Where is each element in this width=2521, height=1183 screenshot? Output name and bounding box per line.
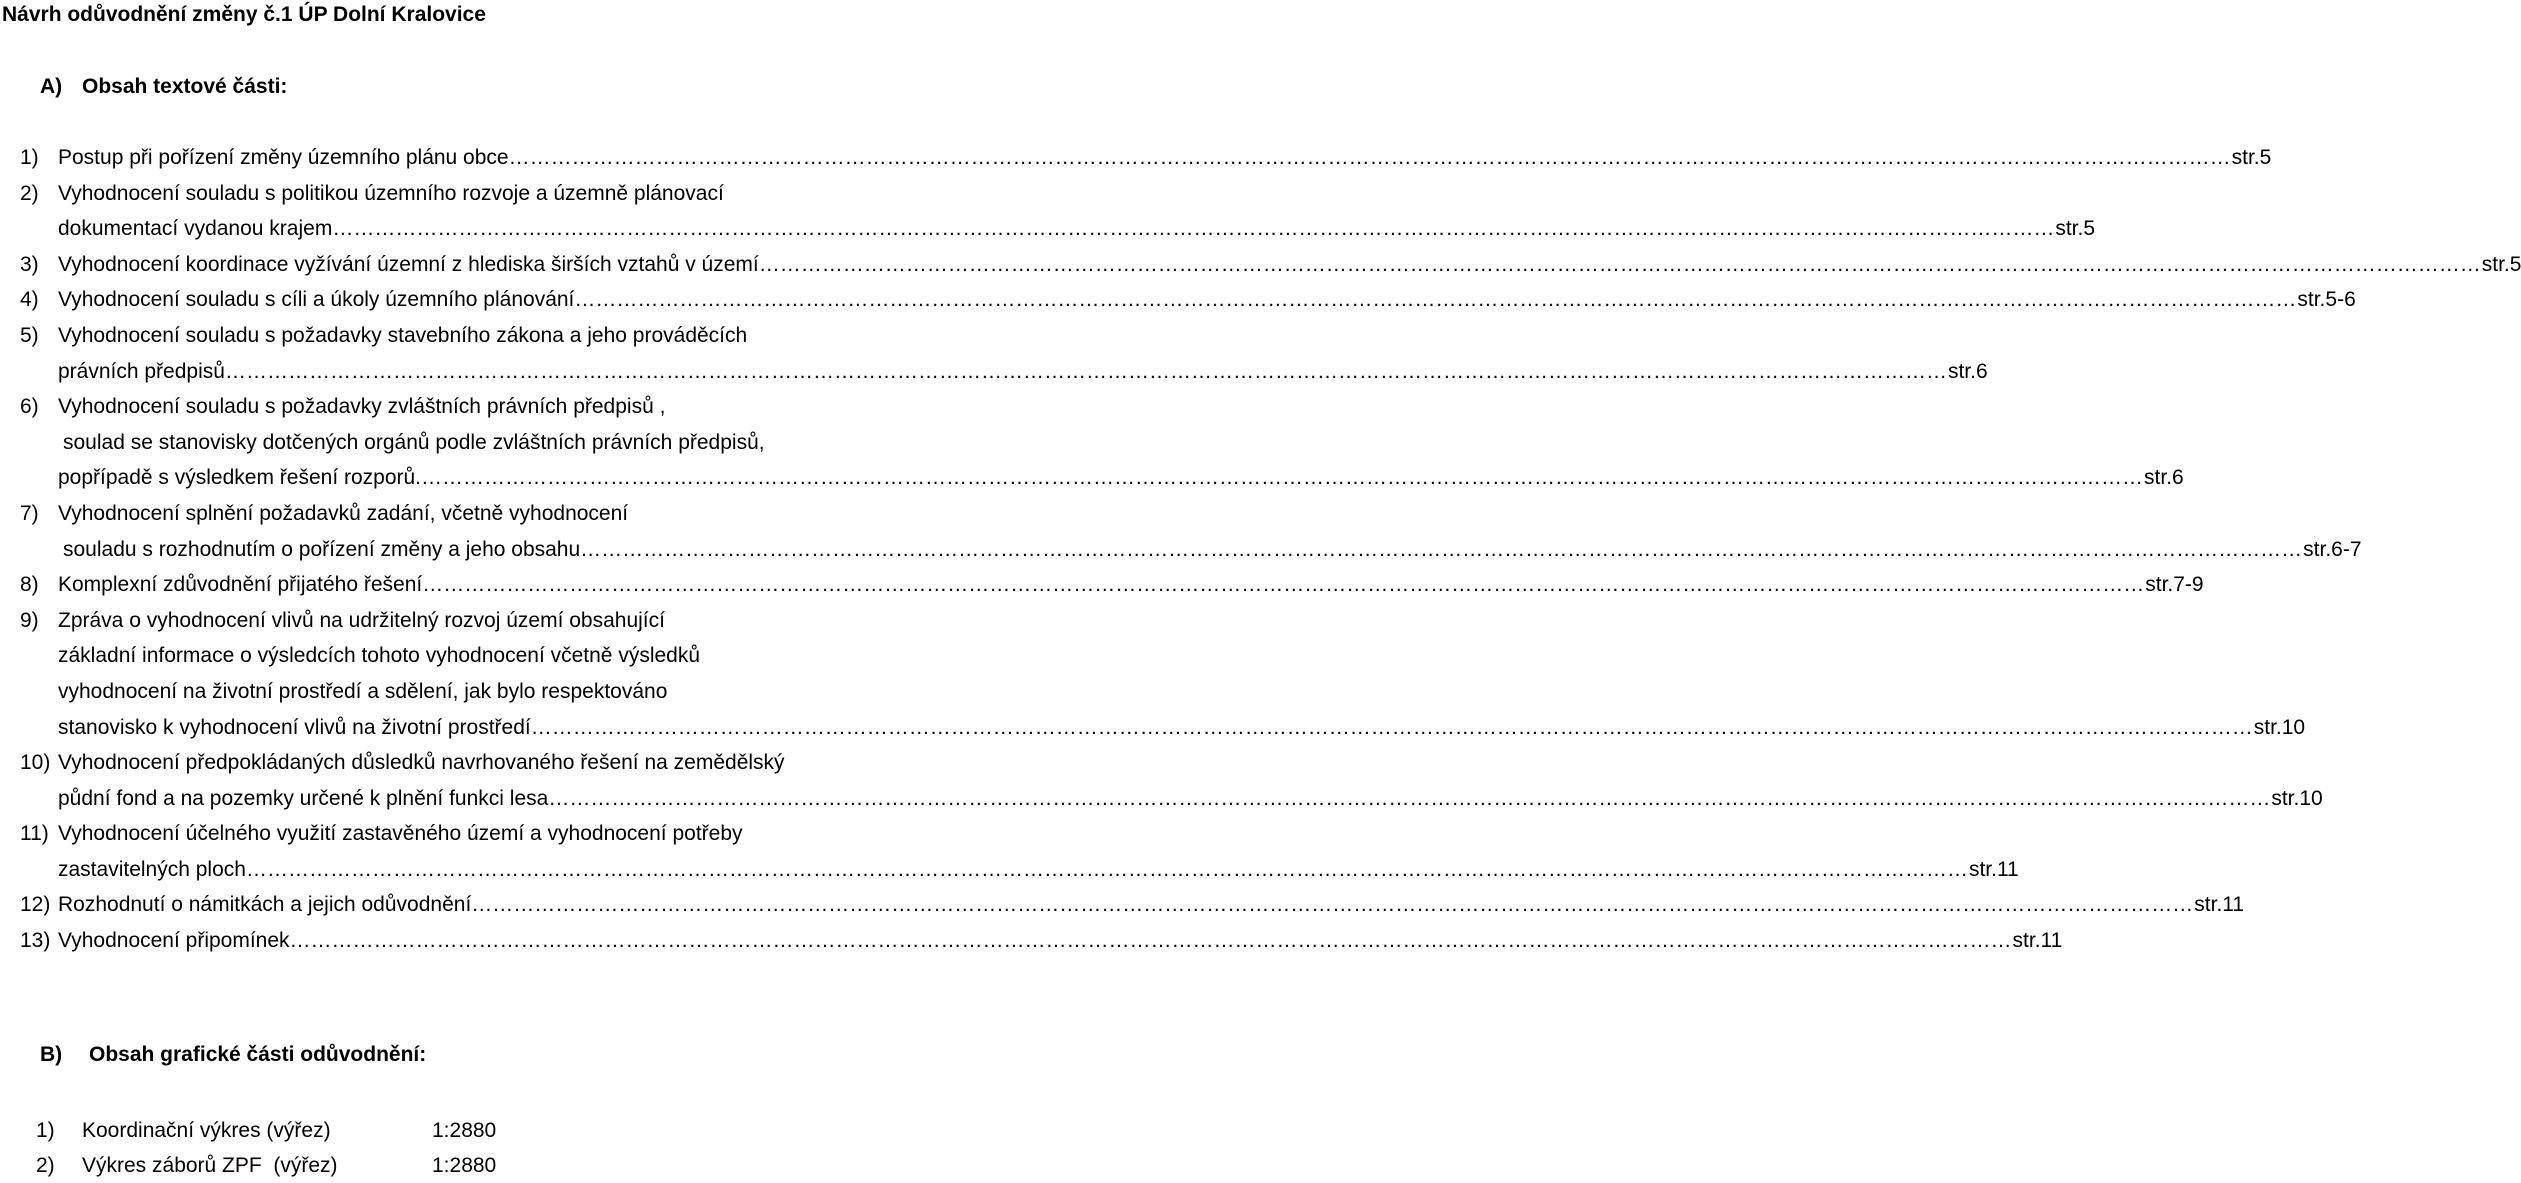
dot-leader [225, 354, 1947, 390]
toc-item-text [58, 603, 2305, 745]
toc-item-line-text: Vyhodnocení souladu s politikou územního rozvoje a územně plánovací [58, 181, 724, 205]
toc-item-page: str.6 [1947, 359, 1988, 383]
dot-leader [246, 852, 1968, 888]
toc-item-number: 1) [20, 146, 39, 169]
toc-item-line [58, 496, 2362, 532]
toc-item-page: str.7-9 [2145, 573, 2204, 597]
dot-leader [580, 532, 2302, 568]
toc-item-number: 6) [20, 395, 39, 419]
toc-item-line [58, 887, 2244, 923]
toc-item-text [58, 816, 2019, 887]
toc-item-page: str.11 [1968, 857, 2019, 881]
dot-leader [574, 282, 2296, 318]
toc-item-page: str.10 [2253, 715, 2306, 739]
section-a-title: Obsah textové části: [82, 75, 288, 98]
toc-item-line [58, 211, 2095, 247]
toc-item-text [58, 745, 2323, 816]
toc-item-line [58, 816, 2019, 852]
toc-item [0, 816, 2019, 887]
toc-item-line-text: Vyhodnocení souladu s požadavky stavebního zákona a jeho prováděcích [58, 323, 748, 347]
toc-item-line [58, 425, 2184, 461]
toc-item-number: 7) [20, 501, 39, 525]
toc-item-number: 3) [20, 252, 39, 276]
toc-item-line-text: základní informace o výsledcích tohoto vyhodnocení včetně výsledků [58, 644, 701, 668]
toc-item-page: str.10 [2271, 786, 2323, 810]
dot-leader [421, 460, 2143, 496]
toc-item-line-text: Zpráva o vyhodnocení vlivů na udržitelný rozvoj území obsahující [58, 608, 665, 632]
toc-item-line-text: popřípadě s výsledkem řešení rozporů. [58, 466, 422, 490]
toc-item-line-text: vyhodnocení na životní prostředí a sdělení, jak bylo respektováno [58, 679, 668, 703]
toc-item-line-text: půdní fond a na pozemky určené k plnění funkci lesa [58, 786, 549, 810]
dot-leader [471, 887, 2193, 923]
toc-item-number: 13) [20, 929, 51, 953]
toc-item-line [58, 603, 2305, 639]
toc-item-number: 2) [20, 181, 39, 205]
toc-item-line [58, 923, 2062, 959]
dot-leader [422, 567, 2144, 603]
toc-item-line-text: Postup při pořízení změny územního plánu obce [58, 146, 509, 169]
toc-item-line-text: dokumentací vydanou krajem [58, 217, 333, 241]
toc-item-line-text: právních předpisů [58, 359, 225, 383]
section-b-number: B) [40, 1043, 63, 1066]
toc-item-page: str.5 [2231, 146, 2272, 169]
toc-item-text [58, 318, 1988, 389]
toc-item-line [58, 247, 2521, 283]
toc-item [0, 176, 2095, 247]
toc-item-text [58, 389, 2184, 496]
toc-item [0, 140, 2272, 176]
toc-item-line [58, 781, 2323, 817]
toc-item-number: 8) [20, 573, 39, 597]
toc-item-text [58, 567, 2204, 603]
dot-leader [759, 247, 2481, 283]
toc-item-line [58, 282, 2356, 318]
section-b-title: Obsah grafické části odůvodnění: [89, 1043, 427, 1066]
toc-item-line [58, 638, 2305, 674]
dot-leader [332, 211, 2054, 247]
graphic-item [0, 1113, 960, 1148]
toc-item-line-text: Vyhodnocení účelného využití zastavěného území a vyhodnocení potřeby [58, 822, 743, 846]
toc-item-line-text: Vyhodnocení předpokládaných důsledků navrhovaného řešení na zemědělský [58, 751, 785, 775]
toc-item-page: str.6 [2144, 466, 2184, 490]
graphic-item-scale: 1:2880 [432, 1119, 497, 1142]
toc-item-text [58, 247, 2521, 283]
toc-item-text [58, 282, 2356, 318]
graphic-item [0, 1148, 960, 1183]
dot-leader [509, 140, 2231, 176]
toc-item-text [58, 923, 2062, 959]
graphic-item-number: 1) [36, 1119, 55, 1142]
toc-item-line-text: Vyhodnocení souladu s požadavky zvláštních právních předpisů , [58, 395, 666, 419]
toc-item [0, 247, 2521, 283]
toc-item-line-text: zastavitelných ploch [58, 857, 246, 881]
toc-item [0, 603, 2306, 745]
toc-item-number: 4) [20, 288, 39, 312]
dot-leader [531, 710, 2253, 746]
graphic-item-number: 2) [36, 1154, 55, 1177]
toc-item-line [58, 852, 2019, 888]
toc-item [0, 923, 2063, 959]
toc-item-line-text: Vyhodnocení splnění požadavků zadání, včetně vyhodnocení [58, 501, 629, 525]
toc-item-page: str.11 [2194, 893, 2245, 917]
dot-leader [290, 923, 2012, 959]
section-b-heading [40, 1043, 426, 1067]
toc-item-number: 5) [20, 323, 39, 347]
toc-item [0, 887, 2245, 923]
document-title: Návrh odůvodnění změny č.1 ÚP Dolní Kralovice [2, 3, 486, 26]
toc-item-line [58, 460, 2184, 496]
toc-item-line [58, 674, 2305, 710]
toc-item-line [58, 354, 1988, 390]
graphic-item-label: Výkres záborů ZPF (výřez) [82, 1154, 338, 1177]
toc-item-page: str.11 [2012, 929, 2063, 953]
toc-item-number: 9) [20, 608, 39, 632]
toc-item-line-text: Vyhodnocení souladu s cíli a úkoly územního plánování [58, 288, 575, 312]
toc-item-text [58, 176, 2095, 247]
toc-item-line-text: Rozhodnutí o námitkách a jejich odůvodnění [58, 893, 472, 917]
toc-item-line-text: souladu s rozhodnutím o pořízení změny a jeho obsahu [63, 537, 581, 561]
toc-item-line-text: Komplexní zdůvodnění přijatého řešení [58, 573, 423, 597]
toc-item-line-text: stanovisko k vyhodnocení vlivů na životní prostředí [58, 715, 531, 739]
toc-item-line [58, 745, 2323, 781]
toc-item-line [58, 176, 2095, 212]
section-a-number: A) [40, 75, 63, 98]
toc-item [0, 389, 2184, 496]
toc-item [0, 318, 1988, 389]
toc-item-line [58, 140, 2271, 176]
toc-item [0, 282, 2356, 318]
toc-item-text [58, 140, 2271, 176]
toc-item [0, 745, 2323, 816]
toc-item-number: 12) [20, 893, 51, 917]
toc-item-line [58, 389, 2184, 425]
toc-item-line [58, 532, 2362, 568]
toc-item-line [58, 710, 2305, 746]
toc-item [0, 567, 2204, 603]
toc-item-text [58, 496, 2362, 567]
toc-item [0, 496, 2362, 567]
toc-item-text [58, 887, 2244, 923]
text-contents-list [0, 140, 2521, 959]
toc-item-line-text: Vyhodnocení koordinace vyžívání územní z hlediska širších vztahů v území [58, 252, 759, 276]
toc-item-number: 11) [20, 822, 49, 846]
section-a-heading [40, 75, 287, 99]
toc-item-page: str.6-7 [2303, 537, 2362, 561]
toc-item-page: str.5 [2481, 252, 2521, 276]
toc-item-page: str.5-6 [2297, 288, 2356, 312]
toc-item-line [58, 318, 1988, 354]
graphic-item-label: Koordinační výkres (výřez) [82, 1119, 331, 1142]
toc-item-line [58, 567, 2204, 603]
toc-item-line-text: soulad se stanovisky dotčených orgánů podle zvláštních právních předpisů, [63, 430, 765, 454]
toc-item-page: str.5 [2055, 217, 2095, 241]
dot-leader [548, 781, 2270, 817]
graphic-item-scale: 1:2880 [432, 1154, 497, 1177]
toc-item-number: 10) [20, 751, 51, 775]
graphic-contents-list [0, 1113, 960, 1183]
toc-item-line-text: Vyhodnocení připomínek [58, 929, 290, 953]
